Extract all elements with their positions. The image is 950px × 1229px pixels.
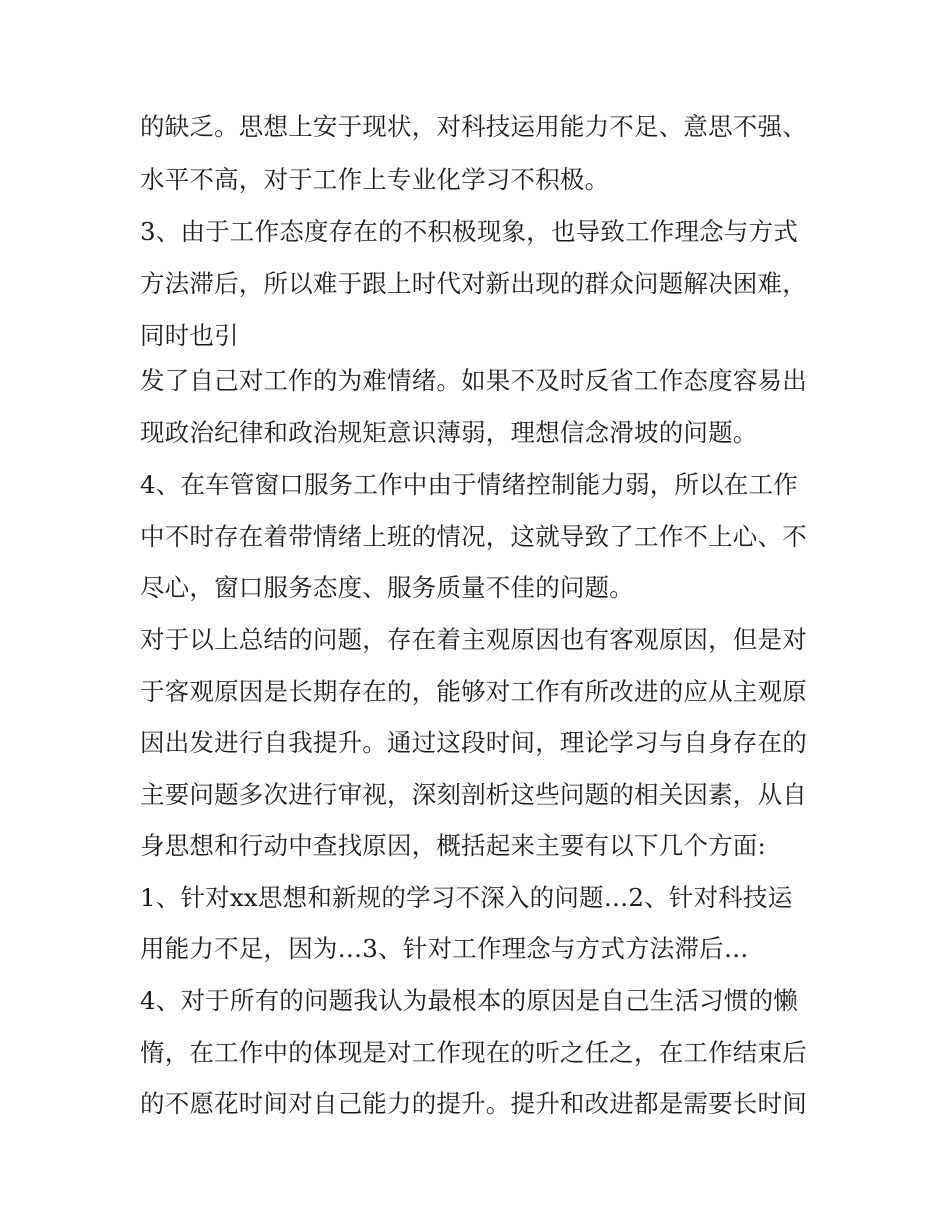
text-line: 3、由于工作态度存在的不积极现象，也导致工作理念与方式 (140, 217, 798, 246)
text-line: 水平不高，对于工作上专业化学习不积极。 (140, 165, 610, 194)
text-line: 尽心，窗口服务态度、服务质量不佳的问题。 (140, 573, 634, 602)
text-line: 的不愿花时间对自己能力的提升。提升和改进都是需要长时间 (140, 1089, 807, 1118)
text-line: 用能力不足，因为…3、针对工作理念与方式方法滞后… (140, 934, 749, 963)
text-line: 中不时存在着带情绪上班的情况，这就导致了工作不上心、不 (140, 522, 807, 551)
text-line: 的缺乏。思想上安于现状，对科技运用能力不足、意思不强、 (140, 112, 807, 141)
text-line: 方法滞后，所以难于跟上时代对新出现的群众问题解决困难， (140, 269, 807, 298)
text-line: 1、针对xx思想和新规的学习不深入的问题…2、针对科技运 (140, 883, 793, 912)
text-line: 同时也引 (140, 321, 239, 350)
text-line: 因出发进行自我提升。通过这段时间，理论学习与自身存在的 (140, 728, 807, 757)
text-line: 4、在车管窗口服务工作中由于情绪控制能力弱，所以在工作 (140, 470, 798, 499)
text-line: 主要问题多次进行审视，深刻剖析这些问题的相关因素，从自 (140, 780, 807, 809)
text-line: 4、对于所有的问题我认为最根本的原因是自己生活习惯的懒 (140, 986, 798, 1015)
text-line: 于客观原因是长期存在的，能够对工作有所改进的应从主观原 (140, 677, 807, 706)
text-line: 身思想和行动中查找原因，概括起来主要有以下几个方面: (140, 831, 766, 860)
text-line: 现政治纪律和政治规矩意识薄弱，理想信念滑坡的问题。 (140, 418, 758, 447)
text-line: 发了自己对工作的为难情绪。如果不及时反省工作态度容易出 (140, 366, 807, 395)
text-line: 惰，在工作中的体现是对工作现在的听之任之，在工作结束后 (140, 1038, 807, 1067)
text-line: 对于以上总结的问题，存在着主观原因也有客观原因，但是对 (140, 625, 807, 654)
